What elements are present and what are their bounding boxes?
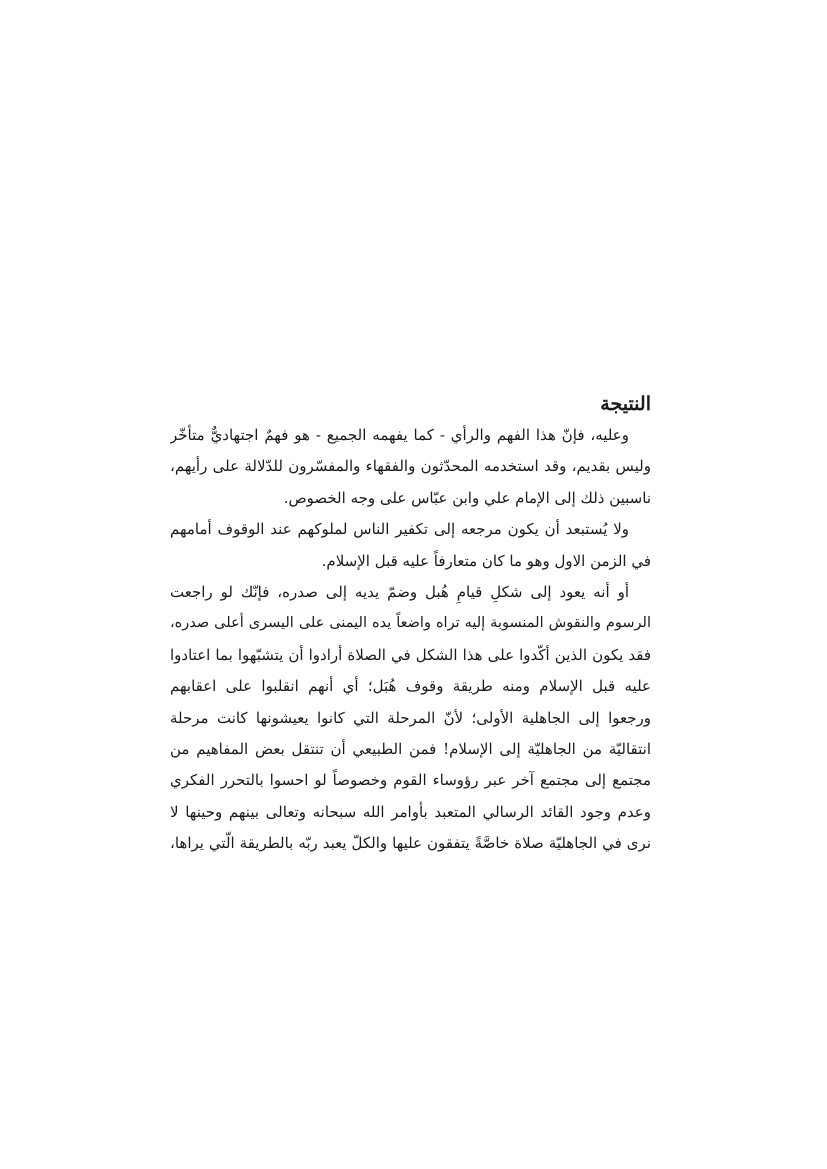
- text-line: فقد يكون الذين أكّدوا على هذا الشكل في الصلاة أرادوا أن يتشبّهوا بما اعتادوا: [170, 645, 651, 664]
- text-line: ورجعوا إلى الجاهلية الأولى؛ لأنّ المرحلة التي كانوا يعيشونها كانت مرحلة: [170, 708, 651, 727]
- text-line: مجتمع إلى مجتمع آخر عبر رؤوساء القوم وخصوصاً لو احسوا بالتحرر الفكري: [170, 771, 651, 790]
- text-line: ناسبين ذلك إلى الإمام علي وابن عبّاس على وجه الخصوص.: [283, 488, 651, 507]
- text-line: انتقاليّة من الجاهليّة إلى الإسلام! فمن الطبيعي أن تنتقل بعض المفاهيم من: [170, 740, 651, 759]
- text-line: الرسوم والنقوش المنسوبة إليه تراه واضعاً يده اليمنى على اليسرى أعلى صدره،: [170, 615, 651, 632]
- text-line: عليه قبل الإسلام ومنه طريقة وقوف هُبَل؛ أي أنهم انقلبوا على اعقابهم: [170, 677, 651, 696]
- section-heading: النتيجة: [600, 393, 651, 415]
- text-line: أو أنه يعود إلى شكلِ قيامِ هُبل وضمّ يديه إلى صدره، فإنّك لو راجعت: [170, 583, 629, 602]
- paragraph-2: [170, 514, 651, 577]
- paragraph-1: [170, 420, 651, 514]
- paragraph-3: [170, 577, 651, 860]
- text-line: وعدم وجود القائد الرسالي المتعبد بأوامر الله سبحانه وتعالى بينهم وحينها لا: [170, 802, 651, 821]
- document-page: [170, 388, 651, 860]
- text-line: في الزمن الاول وهو ما كان متعارفاً عليه قبل الإسلام.: [321, 551, 651, 570]
- text-line: وليس بقديم، وقد استخدمه المحدّثون والفقهاء والمفسّرون للدّلالة على رأيهم،: [170, 457, 651, 476]
- text-line: نرى في الجاهليّة صلاة خاصَّةً يتفقون عليها والكلّ يعبد ربّه بالطريقة الّتي يراها،: [170, 834, 651, 853]
- text-line: وعليه، فإنّ هذا الفهم والرأي - كما يفهمه الجميع - هو فهمٌ اجتهاديٌّ متأخّر: [170, 426, 629, 444]
- text-line: ولا يُستبعد أن يكون مرجعه إلى تكفير الناس لملوكهم عند الوقوف أمامهم: [170, 520, 629, 539]
